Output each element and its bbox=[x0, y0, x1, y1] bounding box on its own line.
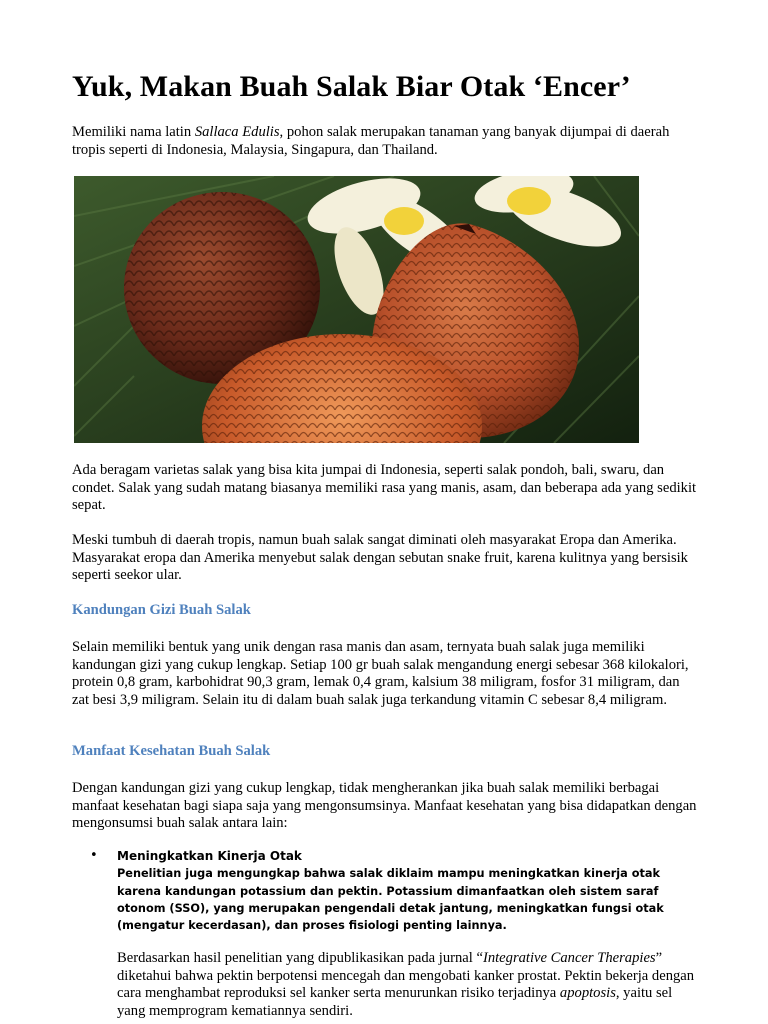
research-text-start: Berdasarkan hasil penelitian yang dipublikasikan pada jurnal “ bbox=[117, 950, 483, 966]
nutrition-paragraph: Selain memiliki bentuk yang unik dengan rasa manis dan asam, ternyata buah salak juga memiliki kandungan gizi yang cukup lengkap. Setiap 100 gr buah salak mengandung energi sebesar 368 kilokalori, protein 0,8 gram, karbohidrat 90,3 gram, lemak 0,4 gram, kalsium 38 miligram, fosfor 31 miligram, dan zat besi 3,9 miligram. Selain itu di dalam buah salak juga terkandung vitamin C sebesar 8,4 miligram. bbox=[72, 639, 689, 708]
research-paragraph bbox=[117, 950, 697, 1020]
latin-name: Sallaca Edulis bbox=[194, 124, 280, 140]
varieties-paragraph: Ada beragam varietas salak yang bisa kita jumpai di Indonesia, seperti salak pondoh, bali, swaru, dan condet. Salak yang sudah matang biasanya memiliki rasa yang manis, asam, dan beberapa ada yang sedikit sepat. bbox=[72, 462, 697, 513]
research-text-end: , yaitu sel yang memprogram kematiannya sendiri. bbox=[117, 985, 673, 1019]
bullet-title: Meningkatkan Kinerja Otak bbox=[117, 849, 302, 863]
intro-text-start: Memiliki nama latin bbox=[72, 124, 195, 140]
nutrition-heading: Kandungan Gizi Buah Salak bbox=[72, 602, 251, 618]
snake-fruit-paragraph: Meski tumbuh di daerah tropis, namun buah salak sangat diminati oleh masyarakat Eropa dan Amerika. Masyarakat eropa dan Amerika menyebut salak dengan sebutan snake fruit, karena kulitnya yang bersisik seperti seekor ular. bbox=[72, 532, 688, 583]
benefits-heading: Manfaat Kesehatan Buah Salak bbox=[72, 743, 271, 759]
bullet-item bbox=[117, 848, 692, 934]
apoptosis-term: apoptosis bbox=[559, 985, 616, 1001]
bullet-text: Penelitian juga mengungkap bahwa salak diklaim mampu meningkatkan kinerja otak karena kandungan potassium dan pektin. Potassium dimanfaatkan oleh sistem saraf otonom (SSO), yang merupakan pengendali detak jantung, meningkatkan fungsi otak (mengatur kecerdasan), dan proses fisiologi penting lainnya. bbox=[117, 867, 664, 933]
intro-paragraph bbox=[72, 124, 697, 159]
journal-name: Integrative Cancer Therapies bbox=[482, 950, 656, 966]
intro-text-end: , pohon salak merupakan tanaman yang banyak dijumpai di daerah tropis seperti di Indonesia, Malaysia, Singapura, dan Thailand. bbox=[72, 124, 670, 158]
bullet-marker: • bbox=[90, 848, 98, 863]
research-text-middle: ” diketahui bahwa pektin berpotensi mencegah dan mengobati kanker prostat. Pektin bekerja dengan cara menghambat reproduksi sel kanker serta menurunkan risiko terjadinya bbox=[117, 950, 695, 1001]
page-title: Yuk, Makan Buah Salak Biar Otak ‘Encer’ bbox=[72, 70, 631, 103]
salak-fruit-photo bbox=[74, 176, 639, 443]
benefits-paragraph: Dengan kandungan gizi yang cukup lengkap, tidak mengherankan jika buah salak memiliki berbagai manfaat kesehatan bagi siapa saja yang mengonsumsinya. Manfaat kesehatan yang bisa didapatkan dengan mengonsumsi buah salak antara lain: bbox=[72, 780, 697, 831]
salak-fruit-illustration bbox=[74, 176, 639, 443]
